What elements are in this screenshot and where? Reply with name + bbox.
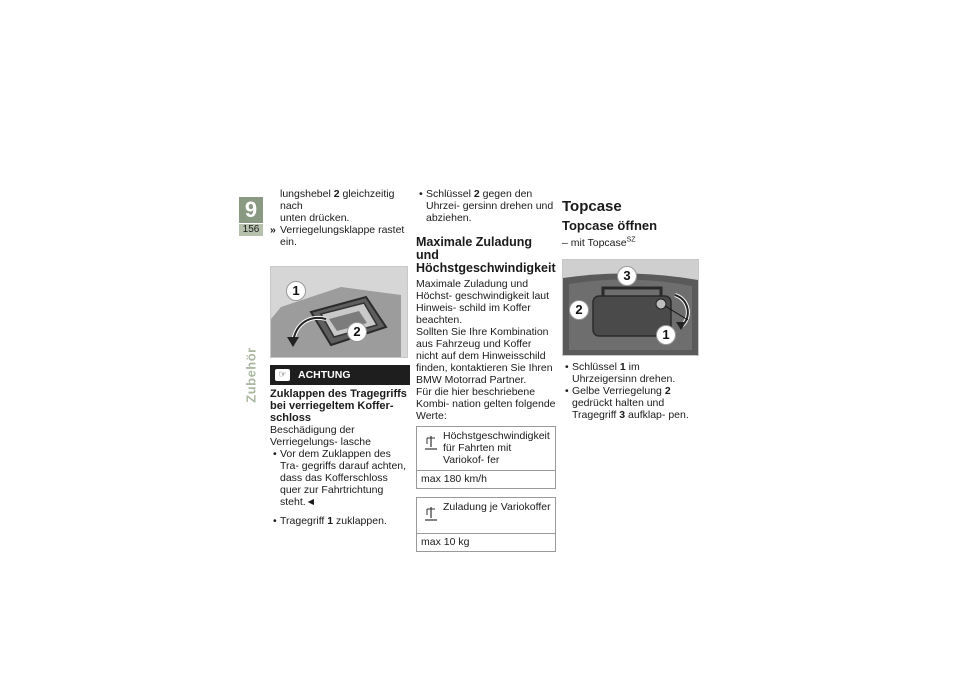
callout-2: 2 [347, 322, 367, 342]
condition-text: mit Topcase [570, 237, 627, 249]
warning-label: ACHTUNG [298, 369, 351, 381]
paragraph-2: Sollten Sie Ihre Kombination aus Fahrzeug und Koffer nicht auf dem Hinweisschild finden, kontaktieren Sie Ihren BMW Motorrad Partner. [416, 326, 553, 386]
weight-icon [425, 506, 437, 522]
page-number: 156 [239, 224, 263, 236]
step-ref-1: 1 [327, 515, 334, 527]
spec-table-speed [416, 426, 556, 489]
step-key-text-a: Schlüssel [572, 361, 620, 373]
key-bullet [416, 188, 556, 224]
result-line [270, 224, 410, 248]
step-close-handle [270, 515, 410, 527]
result-text: Verriegelungsklappe rastet ein. [280, 224, 405, 248]
pressure-gauge-icon [425, 435, 437, 451]
warning-hand-icon: ☞ [275, 369, 290, 381]
result-marker: » [270, 224, 276, 236]
step-open-ref-3: 3 [619, 409, 626, 421]
section-heading-load: Maximale Zuladung und Höchstgeschwindigkeit [416, 235, 556, 275]
key-ref-2: 2 [473, 188, 480, 200]
warning-heading: Zuklappen des Tragegriffs bei verriegeltem Koffer- schloss [270, 388, 407, 424]
key-text-a: Schlüssel [426, 188, 474, 200]
spec-value-load: max 10 kg [417, 533, 555, 551]
section-heading-topcase: Topcase [562, 198, 622, 215]
step-key-text-b: im Uhrzeigersinn drehen. [572, 361, 676, 385]
warning-bullet [270, 448, 410, 508]
step-open-ref-2: 2 [664, 385, 671, 397]
intro-text [270, 188, 410, 224]
intro-text-b: gleichzeitig nach [280, 188, 395, 212]
condition-line [562, 237, 707, 249]
column-2 [416, 188, 556, 552]
warning-bullet-text: Vor dem Zuklappen des Tra- gegriffs darauf achten, dass das Kofferschloss quer zur Fahrtrichtung steht.◄ [280, 448, 407, 508]
step-open-text-a: Gelbe Verriegelung [572, 385, 665, 397]
condition-sup: SZ [626, 236, 636, 244]
paragraph-3: Für die hier beschriebene Kombi- nation gelten folgende Werte: [416, 386, 556, 422]
figure-topcase [562, 259, 699, 356]
step-key-ref-1: 1 [619, 361, 626, 373]
key-text-b: gegen den Uhrzei- gersinn drehen und abziehen. [426, 188, 554, 224]
spec-label-speed: Höchstgeschwindigkeit für Fahrten mit Variokof- fer [443, 430, 550, 466]
step-open-text-b: gedrückt halten und Tragegriff [572, 397, 665, 421]
figure-case-handle-illustration [271, 267, 407, 357]
step-text-b: zuklappen. [333, 515, 387, 527]
step-open-topcase [562, 385, 707, 421]
spec-label-load: Zuladung je Variokoffer [443, 501, 551, 513]
step-text-a: Tragegriff [280, 515, 328, 527]
callout-1: 1 [286, 281, 306, 301]
intro-ref-2: 2 [333, 188, 340, 200]
spec-table-load [416, 497, 556, 552]
intro-text-a: lungshebel [280, 188, 334, 200]
callout-1: 1 [656, 325, 676, 345]
figure-case-handle [270, 266, 408, 358]
callout-3: 3 [617, 266, 637, 286]
step-turn-key [562, 361, 707, 385]
subheading-open-topcase: Topcase öffnen [562, 218, 658, 233]
condition-marker: – [562, 237, 568, 249]
chapter-title-text: Zubehör [243, 347, 259, 403]
warning-text: Beschädigung der Verriegelungs- lasche [270, 424, 371, 448]
paragraph-1: Maximale Zuladung und Höchst- geschwindigkeit laut Hinweis- schild im Koffer beachten. [416, 278, 550, 326]
warning-banner [270, 365, 410, 385]
callout-2: 2 [569, 300, 589, 320]
column-1 [270, 188, 410, 527]
intro-text-c: unten drücken. [280, 212, 350, 224]
column-3 [562, 198, 707, 421]
step-open-text-c: aufklap- pen. [625, 409, 689, 421]
spec-value-speed: max 180 km/h [417, 470, 555, 488]
chapter-number: 9 [239, 197, 263, 223]
chapter-title [237, 330, 265, 420]
